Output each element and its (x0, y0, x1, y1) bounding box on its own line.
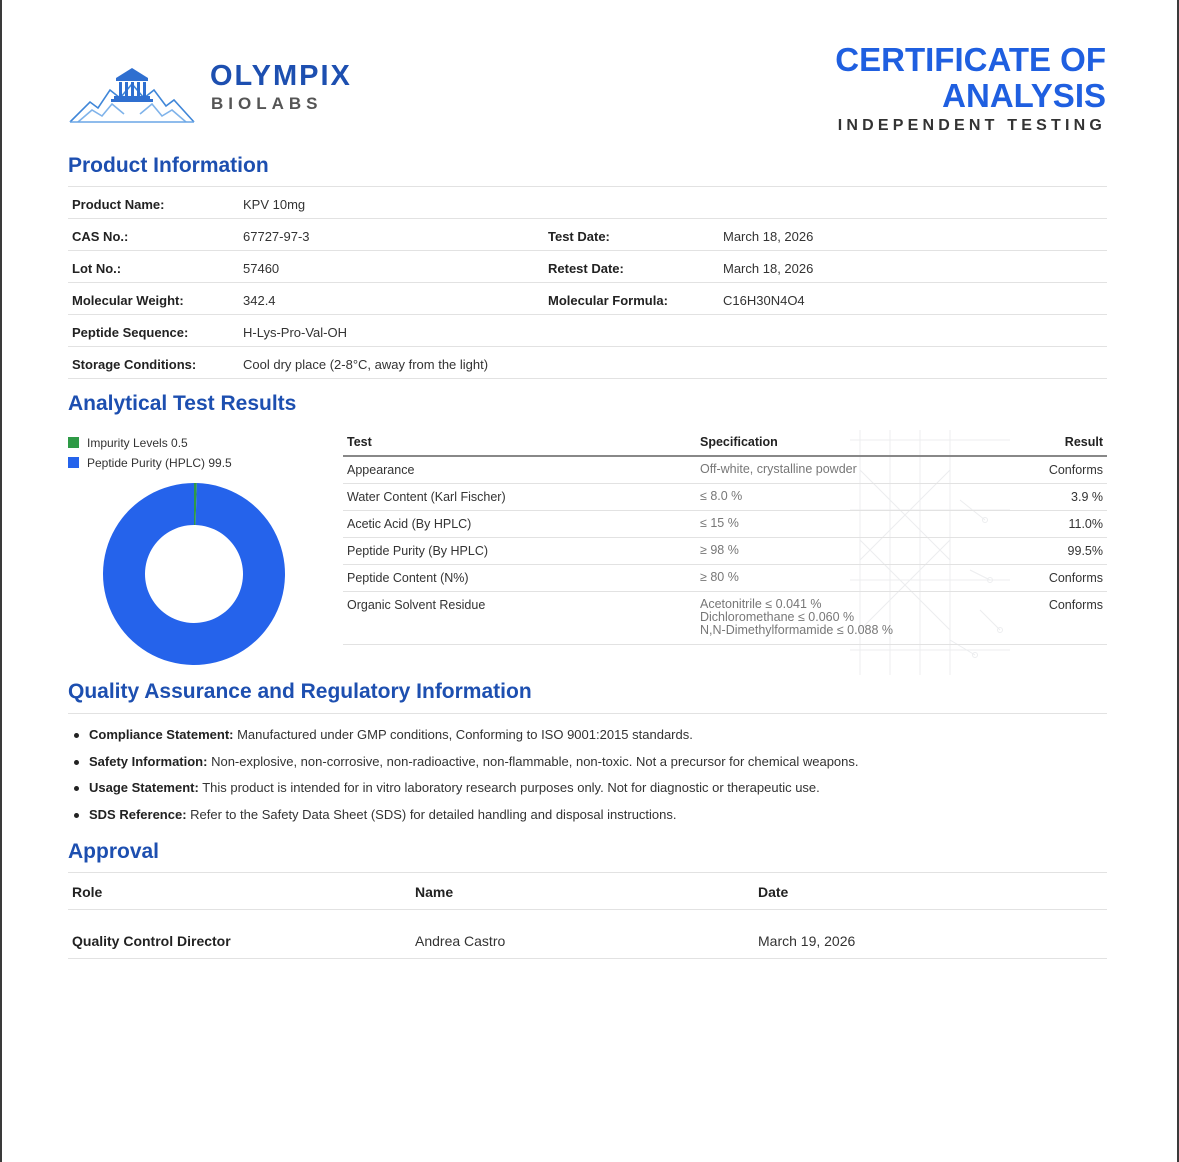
qa-item-label: Safety Information: (89, 753, 208, 769)
test-result: Conforms (1048, 598, 1103, 612)
header-result: Result (1064, 435, 1103, 449)
product-info-row (68, 219, 1107, 251)
test-name: Organic Solvent Residue (347, 598, 486, 612)
approval-header-role: Role (72, 884, 103, 900)
qa-item-label: SDS Reference: (89, 806, 187, 822)
qa-item-label: Compliance Statement: (89, 727, 234, 742)
product-field-label: Lot No.: (72, 261, 122, 276)
specification-line: Off-white, crystalline powder (700, 462, 857, 476)
test-specification (700, 544, 739, 557)
test-results-table (343, 430, 1107, 645)
product-field-label: Retest Date: (548, 261, 624, 276)
brand-subtitle: BIOLABS (211, 94, 323, 113)
approval-name: Andrea Castro (415, 933, 506, 949)
specification-line: Acetonitrile ≤ 0.041 % (700, 597, 822, 611)
test-specification (700, 571, 739, 584)
test-table-body (343, 457, 1107, 645)
product-field-label: Peptide Sequence: (72, 325, 189, 340)
test-result: Conforms (1048, 463, 1103, 477)
test-name: Peptide Purity (By HPLC) (347, 544, 489, 558)
product-info-row (68, 347, 1107, 379)
test-specification (700, 517, 739, 530)
header-specification: Specification (700, 435, 778, 449)
specification-line: ≤ 15 % (700, 516, 739, 530)
qa-list-item (89, 807, 1089, 834)
product-info-row (68, 251, 1107, 283)
product-field-value: 342.4 (243, 293, 276, 308)
product-field-value: March 18, 2026 (723, 261, 814, 276)
section-title-approval: Approval (68, 840, 160, 863)
legend-swatch (68, 457, 79, 468)
section-title-product-information: Product Information (68, 154, 269, 177)
document-title-line-2: ANALYSIS (942, 77, 1106, 114)
product-information-table (68, 186, 1107, 379)
company-logo (68, 60, 368, 130)
approval-header-name: Name (415, 884, 454, 900)
qa-list-item (89, 727, 1089, 754)
product-field-value: KPV 10mg (243, 197, 306, 212)
product-field-value: 67727-97-3 (243, 229, 310, 244)
test-result: 11.0% (1068, 517, 1103, 531)
qa-item-label: Usage Statement: (89, 780, 199, 795)
product-field-label: CAS No.: (72, 229, 129, 244)
test-result: 3.9 % (1071, 490, 1103, 504)
specification-line: ≤ 8.0 % (700, 489, 743, 503)
specification-line: Dichloromethane ≤ 0.060 % (700, 610, 855, 624)
test-name: Acetic Acid (By HPLC) (347, 517, 472, 531)
test-specification (700, 598, 893, 637)
test-specification (700, 490, 742, 503)
approval-table (68, 872, 1107, 959)
qa-item-text: This product is intended for in vitro laboratory research purposes only. Not for diagnostic or therapeutic use. (198, 780, 820, 795)
section-title-analytical-results: Analytical Test Results (68, 392, 297, 415)
test-row (343, 511, 1107, 538)
test-row (343, 538, 1107, 565)
test-name: Water Content (Karl Fischer) (347, 490, 506, 504)
product-info-row (68, 283, 1107, 315)
donut-slice (103, 483, 285, 665)
test-row (343, 457, 1107, 484)
specification-line: ≥ 98 % (700, 543, 739, 557)
qa-list (89, 727, 1089, 833)
qa-list-item (89, 754, 1089, 781)
product-field-value: C16H30N4O4 (723, 293, 805, 308)
document-title (686, 42, 1106, 114)
temple-mountains-logo-icon (68, 64, 196, 126)
approval-row (68, 910, 1107, 959)
product-field-value: H-Lys-Pro-Val-OH (243, 325, 348, 340)
legend-label: Impurity Levels 0.5 (87, 436, 188, 450)
product-field-label: Molecular Formula: (548, 293, 668, 308)
product-field-value: 57460 (243, 261, 280, 276)
test-result: 99.5% (1067, 544, 1103, 558)
test-specification (700, 463, 857, 476)
product-field-value: March 18, 2026 (723, 229, 814, 244)
document-subtitle: INDEPENDENT TESTING (837, 117, 1106, 134)
product-field-value: Cool dry place (2-8°C, away from the light) (243, 357, 489, 372)
test-name: Peptide Content (N%) (347, 571, 469, 585)
test-row (343, 484, 1107, 511)
qa-item-text: Non-explosive, non-corrosive, non-radioactive, non-flammable, non-toxic. Not a precursor for chemical weapons. (207, 753, 859, 769)
test-name: Appearance (347, 463, 415, 477)
document-title-line-1: CERTIFICATE OF (835, 41, 1106, 78)
test-row (343, 565, 1107, 592)
qa-divider (68, 713, 1107, 714)
product-field-label: Test Date: (548, 229, 610, 244)
specification-line: N,N-Dimethylformamide ≤ 0.088 % (700, 623, 894, 637)
product-field-label: Product Name: (72, 197, 165, 212)
section-title-quality-assurance: Quality Assurance and Regulatory Information (68, 680, 532, 703)
test-table-header (343, 430, 1107, 457)
header-test: Test (347, 435, 372, 449)
approval-date: March 19, 2026 (758, 933, 856, 949)
product-info-row (68, 187, 1107, 219)
brand-name: OLYMPIX (210, 60, 352, 92)
qa-item-text: Refer to the Safety Data Sheet (SDS) for detailed handling and disposal instructions. (186, 806, 677, 822)
legend-label: Peptide Purity (HPLC) 99.5 (87, 456, 232, 470)
purity-donut-chart (100, 480, 288, 668)
qa-item-text: Manufactured under GMP conditions, Conforming to ISO 9001:2015 standards. (233, 727, 693, 742)
test-result: Conforms (1048, 571, 1103, 585)
qa-list-item (89, 780, 1089, 807)
approval-header-date: Date (758, 884, 789, 900)
product-field-label: Molecular Weight: (72, 293, 184, 308)
approval-header-row (68, 873, 1107, 910)
test-row (343, 592, 1107, 645)
approval-role: Quality Control Director (72, 933, 231, 949)
specification-line: ≥ 80 % (700, 570, 739, 584)
product-field-label: Storage Conditions: (72, 357, 197, 372)
product-info-row (68, 315, 1107, 347)
legend-swatch (68, 437, 79, 448)
